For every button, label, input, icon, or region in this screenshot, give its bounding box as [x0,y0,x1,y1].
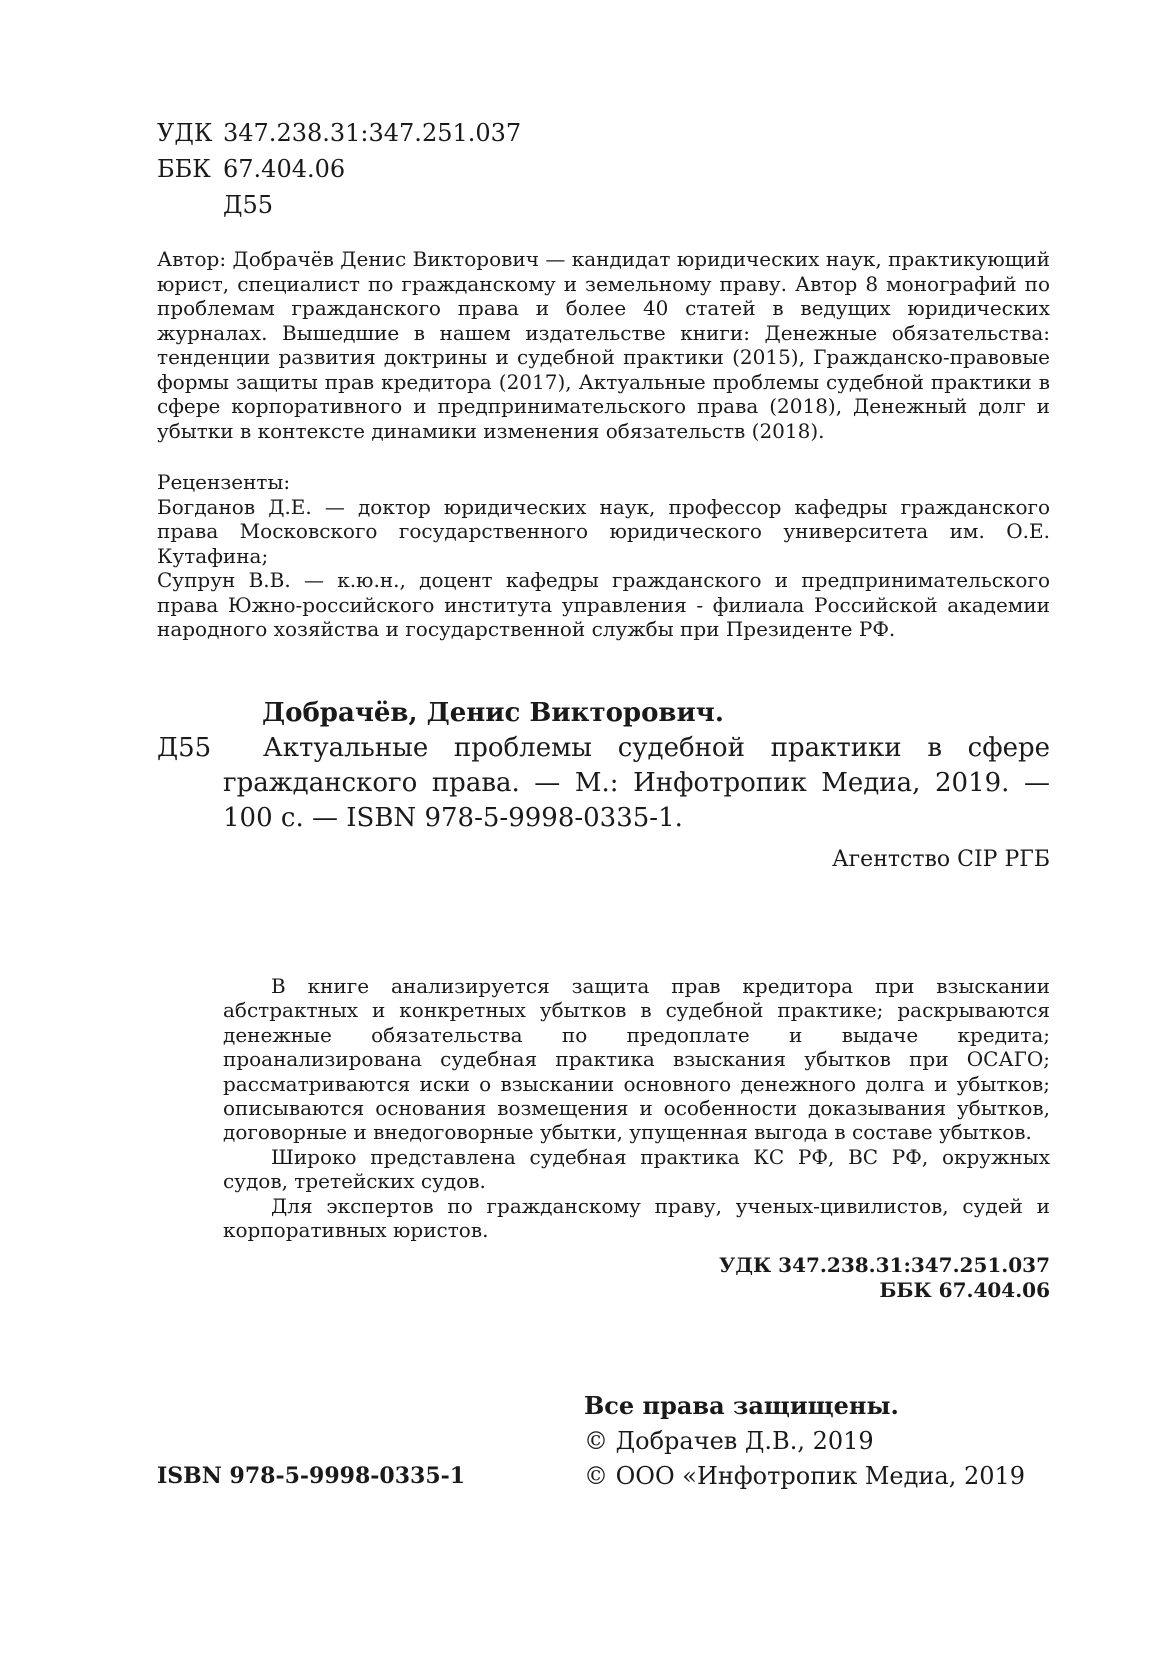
author-mark: Д55 [223,191,274,219]
copyright-author: © Добрачев Д.В., 2019 [584,1427,874,1455]
catalog-author-heading: Добрачёв, Денис Викторович. [262,698,724,728]
catalog-description: Актуальные проблемы судебной практики в сфере гражданского права. — М.: Инфотропик Медиа, 2019. — 100 с. — ISBN 978-5-9998-0335-1. [223,733,1050,833]
rights-reserved: Все права защищены. [584,1391,899,1420]
annotation-paragraph: Широко представлена судебная практика КС РФ, ВС РФ, окружных судов, третейских судов. [223,1144,1050,1194]
udk-line [157,118,521,148]
annotation-udk: УДК 347.238.31:347.251.037 [719,1253,1050,1277]
reviewer-item: Богданов Д.Е. — доктор юридических наук, профессор кафедры гражданского права Московского государственного юридического университета им. О.Е. Кутафина; [157,494,1050,568]
reviewers-heading: Рецензенты: [157,470,291,494]
copyright-publisher: © ООО «Инфотропик Медиа, 2019 [584,1462,1026,1490]
annotation-paragraph: В книге анализируется защита прав кредитора при взыскании абстрактных и конкретных убытков в судебной практике; раскрываются денежные обязательства по предоплате и выдаче кредита; проанализирована судебная практика взыскания убытков при ОСАГО; рассматриваются иски о взыскании основного денежного долга и убытков; описываются основания возмещения и особенности доказывания убытков, договорные и внедоговорные убытки, упущенная выгода в составе убытков. [223,974,1050,1145]
annotation-paragraph: Для экспертов по гражданскому праву, ученых-цивилистов, судей и корпоративных юристов. [223,1193,1050,1243]
isbn: ISBN 978-5-9998-0335-1 [157,1463,466,1489]
author-info [157,247,1050,443]
reviewer-item: Супрун В.В. — к.ю.н., доцент кафедры гражданского и предпринимательского права Южно-российского института управления - филиала Российской академии народного хозяйства и государственной службы при Президенте РФ. [157,568,1050,641]
cip-agency: Агентство CIP РГБ [831,847,1050,872]
bbk-value: 67.404.06 [223,155,346,183]
bbk-label: ББК [157,155,211,183]
annotation [223,974,1050,1242]
annotation-bbk: ББК 67.404.06 [879,1278,1050,1302]
reviewers-block [157,470,1050,642]
author-info-text: Автор: Добрачёв Денис Викторович — кандидат юридических наук, практикующий юрист, специалист по гражданскому и земельному праву. Автор 8 монографий по проблемам гражданского права и более 40 статей в ведущих юридических журналах. Вышедшие в нашем издательстве книги: Денежные обязательства: тенденции развития доктрины и судебной практики (2015), Гражданско-правовые формы защиты прав кредитора (2017), Актуальные проблемы судебной практики в сфере корпоративного и предпринимательского права (2018), Денежный долг и убытки в контексте динамики изменения обязательств (2018). [157,247,1050,443]
udk-label: УДК [157,119,213,147]
udk-value: 347.238.31:347.251.037 [223,119,522,147]
bbk-line [157,154,345,184]
catalog-mark: Д55 [157,733,212,763]
